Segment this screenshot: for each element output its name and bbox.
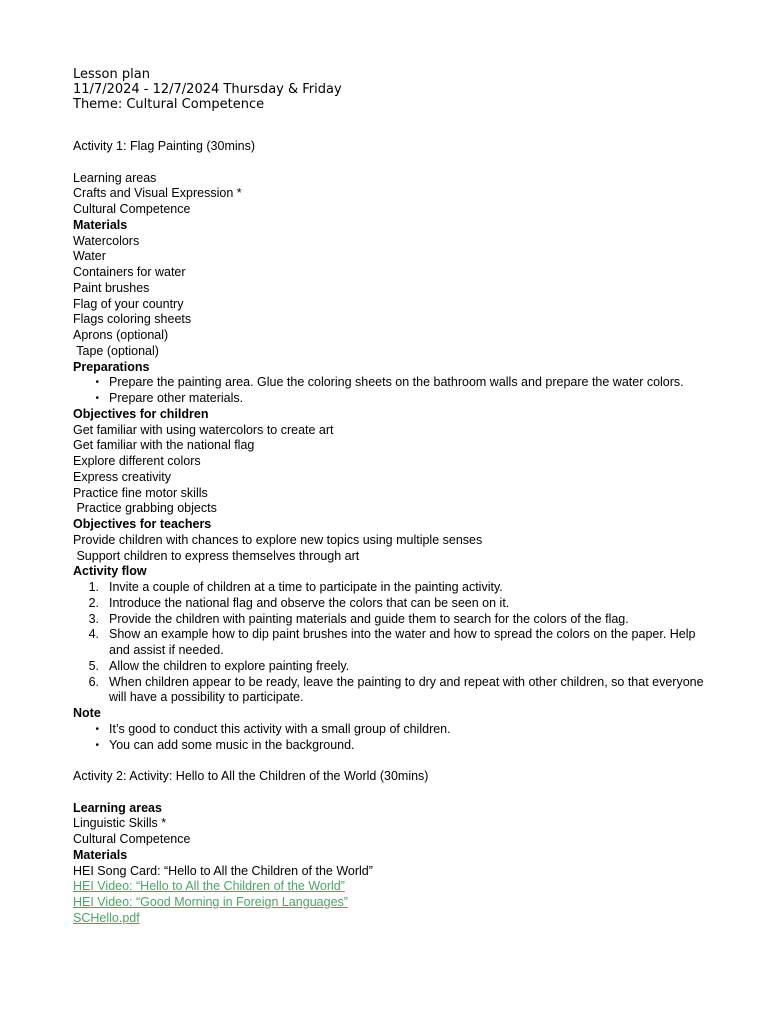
notes-list [73, 722, 713, 754]
note-heading: Note [73, 706, 101, 720]
materials-heading: Materials [73, 847, 128, 862]
learning-area-item: Cultural Competence [73, 832, 191, 846]
hello-video-link[interactable]: HEI Video: “Hello to All the Children of the World” [73, 879, 345, 894]
learning-area-item: Crafts and Visual Expression * [73, 186, 242, 201]
learning-areas-heading: Learning areas [73, 170, 157, 185]
song-card-item: HEI Song Card: “Hello to All the Children of the World” [73, 863, 373, 878]
objective-item: Explore different colors [73, 454, 201, 468]
activity-flow-list [73, 580, 713, 706]
list-number: 2. [88, 595, 99, 610]
bullet-icon: • [95, 377, 99, 389]
lesson-plan-title: Lesson plan [73, 67, 150, 82]
list-item: 2. Introduce the national flag and observe the colors that can be seen on it. [73, 596, 713, 612]
list-number: 1. [88, 580, 99, 594]
list-item: 5. Allow the children to explore painting freely. [73, 659, 713, 675]
lesson-dates: 11/7/2024 - 12/7/2024 Thursday & Friday [73, 82, 342, 97]
material-item: Aprons (optional) [73, 328, 169, 342]
good-morning-video-link[interactable]: HEI Video: “Good Morning in Foreign Languages” [73, 895, 348, 909]
list-number: 5. [88, 658, 99, 673]
material-item: Watercolors [73, 233, 140, 248]
document-header [73, 67, 713, 112]
lesson-theme: Theme: Cultural Competence [73, 97, 265, 112]
list-number: 4. [88, 627, 99, 642]
learning-area-item: Cultural Competence [73, 202, 191, 216]
list-item: 4. Show an example how to dip paint brushes into the water and how to spread the colors on the paper. Help and assist if needed. [73, 627, 713, 659]
bullet-icon: • [95, 393, 99, 404]
activity-flow-heading: Activity flow [73, 564, 147, 579]
activity-1-title: Activity 1: Flag Painting (30mins) [73, 139, 256, 153]
activity-1-section [73, 139, 713, 753]
material-item: Containers for water [73, 265, 186, 279]
list-item: • Prepare the painting area. Glue the coloring sheets on the bathroom walls and prepare the water colors. [73, 375, 713, 391]
preparations-heading: Preparations [73, 359, 150, 374]
material-item: Water [73, 249, 106, 264]
objectives-children-heading: Objectives for children [73, 406, 209, 421]
objectives-teachers-heading: Objectives for teachers [73, 517, 212, 531]
list-item: • It’s good to conduct this activity with a small group of children. [73, 722, 713, 738]
learning-areas-heading: Learning areas [73, 800, 162, 815]
list-item: 3. Provide the children with painting materials and guide them to search for the colors of the flag. [73, 612, 713, 628]
material-item: Flag of your country [73, 296, 184, 311]
objective-item: Get familiar with using watercolors to create art [73, 422, 334, 437]
material-item: Flags coloring sheets [73, 312, 192, 327]
document-page [73, 67, 713, 927]
list-item: • You can add some music in the background. [73, 738, 713, 754]
objective-item: Get familiar with the national flag [73, 438, 255, 453]
objective-item: Provide children with chances to explore new topics using multiple senses [73, 532, 483, 547]
objective-item: Support children to express themselves through art [73, 548, 360, 563]
material-item: Tape (optional) [73, 343, 159, 358]
objective-item: Practice fine motor skills [73, 485, 208, 500]
objective-item: Practice grabbing objects [73, 501, 217, 516]
list-number: 6. [88, 674, 99, 689]
preparations-list [73, 375, 713, 407]
list-item: • Prepare other materials. [73, 391, 713, 407]
bullet-icon: • [95, 739, 99, 751]
material-item: Paint brushes [73, 280, 150, 295]
schello-pdf-link[interactable]: SCHello.pdf [73, 910, 140, 925]
objective-item: Express creativity [73, 469, 171, 484]
bullet-icon: • [95, 723, 99, 735]
list-item: 1. Invite a couple of children at a time to participate in the painting activity. [73, 580, 713, 596]
activity-2-section [73, 753, 713, 926]
learning-area-item: Linguistic Skills * [73, 816, 167, 831]
list-number: 3. [88, 611, 99, 626]
list-item: 6. When children appear to be ready, leave the painting to dry and repeat with other children, so that everyone will have a possibility to participate. [73, 675, 713, 707]
materials-heading: Materials [73, 217, 128, 232]
activity-2-title: Activity 2: Activity: Hello to All the Children of the World (30mins) [73, 769, 429, 783]
